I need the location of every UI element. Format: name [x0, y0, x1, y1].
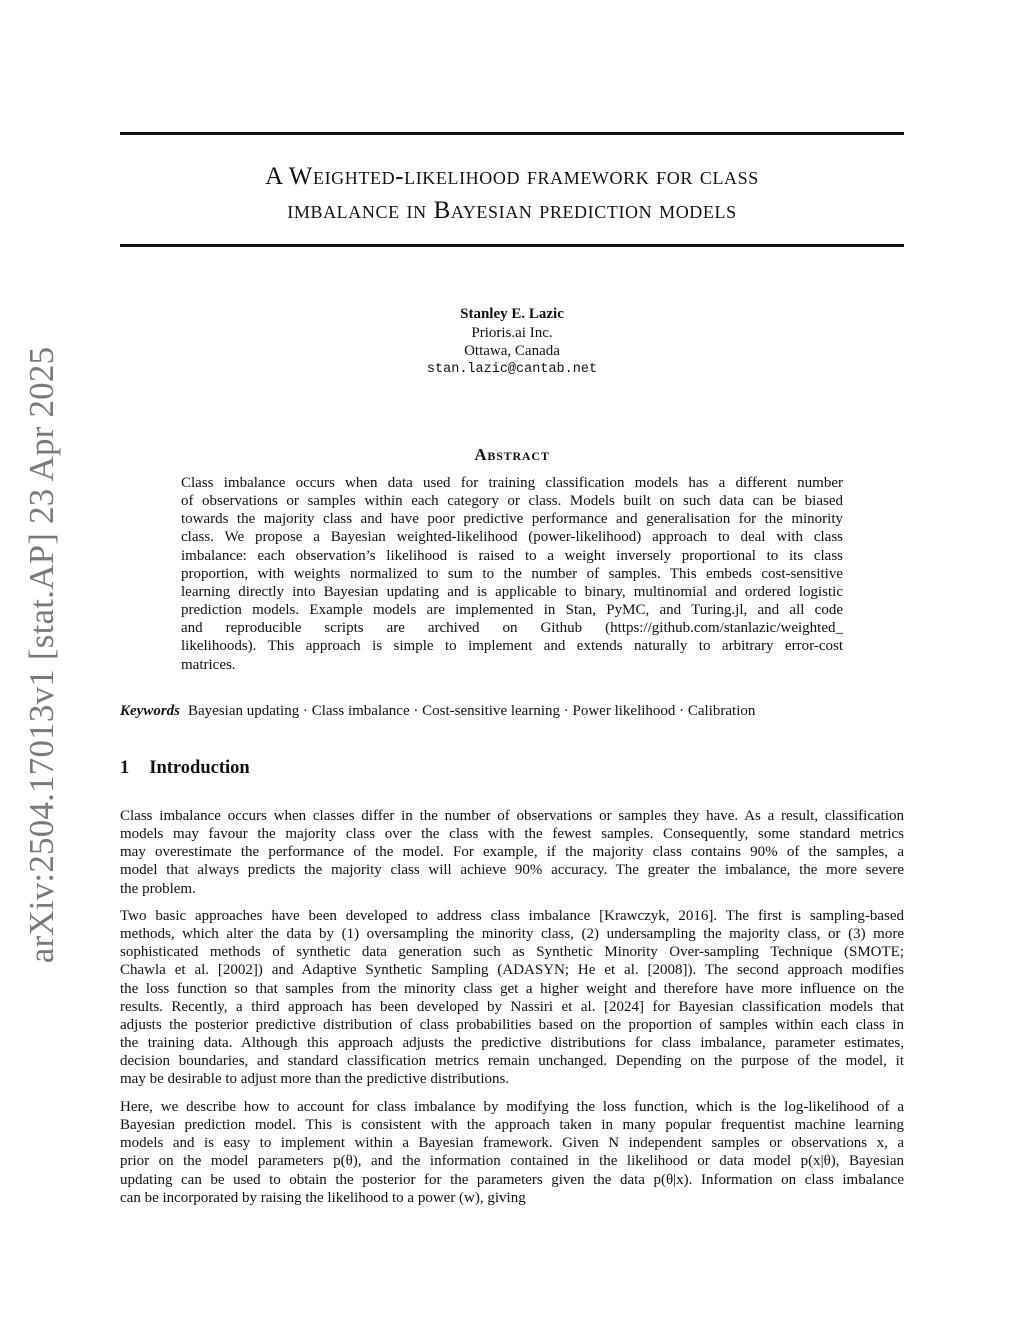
section-title: Introduction	[149, 758, 250, 778]
abstract-heading: Abstract	[474, 445, 550, 464]
paragraph-line: decision boundaries, and standard classification metrics remain unchanged. Depending on the purpose of the model, it	[120, 1053, 904, 1070]
title-line: imbalance in Bayesian prediction models	[287, 197, 737, 224]
paper-title	[120, 160, 904, 228]
title-line: A Weighted-likelihood framework for class	[265, 163, 759, 190]
paragraph-line: prior on the model parameters p(θ), and the information contained in the likelihood or data model p(x|θ), Bayesian	[120, 1153, 904, 1170]
title-rule-bottom	[120, 244, 904, 247]
paragraph-line: updating can be used to obtain the posterior for the parameters given the data p(θ|x). Information on class imbalance	[120, 1171, 904, 1188]
paragraph-line: may overestimate the performance of the model. For example, if the majority class contains 90% of the samples, a	[120, 844, 904, 861]
abstract-line: Class imbalance occurs when data used for training classification models has a different number	[181, 475, 843, 491]
author-location: Ottawa, Canada	[464, 343, 560, 359]
abstract-line: matrices.	[181, 656, 236, 673]
author-name: Stanley E. Lazic	[460, 306, 564, 322]
abstract-body	[181, 474, 843, 674]
keywords-label: Keywords	[120, 703, 180, 719]
abstract-line: proportion, with weights normalized to sum to the number of samples. This embeds cost-sensitive	[181, 565, 843, 582]
paragraph-line: Here, we describe how to account for class imbalance by modifying the loss function, which is the log-likelihood of a	[120, 1099, 904, 1115]
abstract-line-github-link[interactable]: and reproducible scripts are archived on Github (https://github.com/stanlazic/weighted_	[181, 620, 843, 637]
abstract-line: class. We propose a Bayesian weighted-likelihood (power-likelihood) approach to deal with class	[181, 529, 843, 546]
paragraph-line: model that always predicts the majority class will achieve 90% accuracy. The greater the imbalance, the more severe	[120, 862, 904, 879]
paragraph-line: Class imbalance occurs when classes differ in the number of observations or samples they have. As a result, classification	[120, 808, 904, 824]
title-rule-top	[120, 132, 904, 135]
paragraph-line: results. Recently, a third approach has been developed by Nassiri et al. [2024] for Bayesian classification models that	[120, 998, 904, 1015]
paragraph-line: sophisticated methods of synthetic data generation such as Synthetic Minority Over-sampling Technique (SMOTE;	[120, 944, 904, 961]
paragraph-line: Bayesian prediction model. This is consistent with the approach taken in many popular frequentist machine learning	[120, 1117, 904, 1134]
paragraph-line: the problem.	[120, 880, 196, 897]
abstract-line: likelihoods). This approach is simple to implement and extends naturally to arbitrary error-cost	[181, 638, 843, 655]
section-heading	[120, 758, 250, 779]
paragraph-line: Two basic approaches have been developed to address class imbalance [Krawczyk, 2016]. The first is sampling-based	[120, 908, 904, 924]
abstract-line: towards the majority class and have poor predictive performance and generalisation for the minority	[181, 511, 843, 528]
paragraph-line: the loss function so that samples from the minority class get a higher weight and therefore have more influence on the	[120, 980, 904, 997]
keywords-row	[120, 703, 755, 720]
section-number: 1	[120, 758, 130, 778]
intro-paragraph-3	[120, 1098, 904, 1207]
paragraph-line: methods, which alter the data by (1) oversampling the minority class, (2) undersampling the majority class, or (3) more	[120, 926, 904, 943]
paragraph-line: Chawla et al. [2002]) and Adaptive Synthetic Sampling (ADASYN; He et al. [2008]). The second approach modifies	[120, 962, 904, 979]
abstract-line: prediction models. Example models are implemented in Stan, PyMC, and Turing.jl, and all code	[181, 602, 843, 619]
author-block	[0, 305, 1024, 379]
abstract-line: learning directly into Bayesian updating and is applicable to binary, multinomial and ordered logistic	[181, 583, 843, 600]
abstract-line: imbalance: each observation’s likelihood is raised to a weight inversely proportional to its class	[181, 547, 843, 564]
arxiv-identifier: arXiv:2504.17013v1 [stat.AP] 23 Apr 2025	[22, 346, 61, 964]
paragraph-line: the training data. Although this approach adjusts the predictive distributions for class imbalance, parameter estimates,	[120, 1035, 904, 1052]
intro-paragraph-2	[120, 907, 904, 1089]
abstract-line: of observations or samples within each category or class. Models built on such data can be biased	[181, 493, 843, 510]
paragraph-line: may be desirable to adjust more than the predictive distributions.	[120, 1071, 510, 1088]
author-email[interactable]: stan.lazic@cantab.net	[426, 361, 598, 377]
paragraph-line: can be incorporated by raising the likelihood to a power (w), giving	[120, 1189, 526, 1206]
intro-paragraph-1	[120, 807, 904, 898]
keywords-list: Bayesian updating · Class imbalance · Cost-sensitive learning · Power likelihood · Calibration	[188, 703, 756, 719]
paragraph-line: models and is easy to implement within a Bayesian framework. Given N independent samples or observations x, a	[120, 1135, 904, 1152]
paragraph-line: models may favour the majority class over the class with the fewest samples. Consequently, some standard metrics	[120, 826, 904, 843]
paragraph-line: adjusts the posterior predictive distribution of class probabilities based on the proportion of samples within each class in	[120, 1016, 904, 1033]
author-affiliation: Prioris.ai Inc.	[471, 324, 553, 341]
